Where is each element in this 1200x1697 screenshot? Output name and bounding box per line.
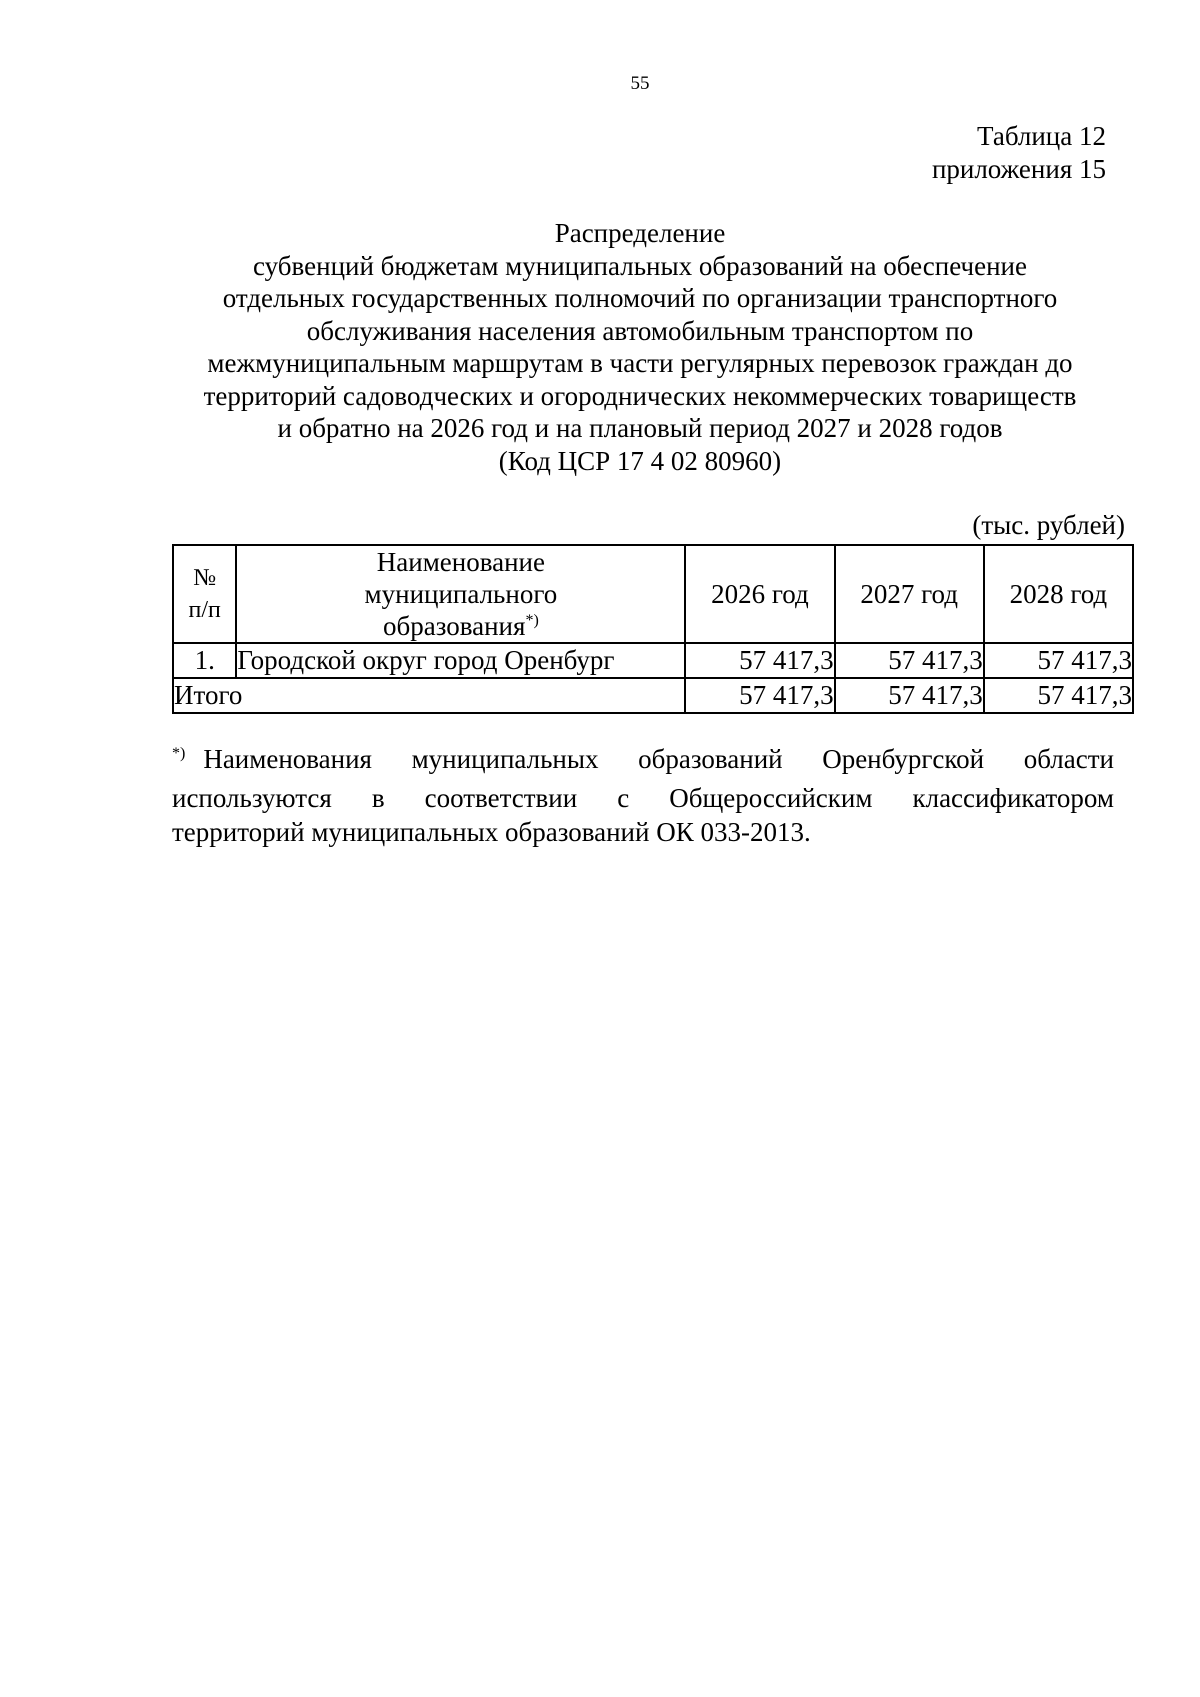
- unit-note: (тыс. рублей): [972, 510, 1125, 540]
- table-reference-number: Таблица 12: [977, 121, 1106, 151]
- footnote-word: с: [617, 783, 630, 813]
- footnote-word: используются: [172, 783, 332, 813]
- header-municipality-line-text: образования: [383, 611, 526, 641]
- row-number: 1.: [173, 643, 236, 678]
- footnote-word: Наименования: [203, 744, 372, 774]
- row-value-2028: 57 417,3: [984, 643, 1133, 678]
- title-line: субвенций бюджетам муниципальных образований на обеспечение: [253, 250, 1027, 281]
- footnote-word: Оренбургской: [822, 744, 985, 774]
- header-year-2027: 2027 год: [835, 545, 984, 643]
- title-line: и обратно на 2026 год и на плановый период 2027 и 2028 годов: [277, 413, 1003, 443]
- header-municipality-line: [237, 610, 684, 642]
- distribution-table: [172, 544, 1134, 714]
- footnote: [172, 742, 1114, 849]
- row-value-2027: 57 417,3: [835, 643, 984, 678]
- title-line: территорий садоводческих и огороднических некоммерческих товариществ: [203, 380, 1077, 411]
- header-number-abbr: п/п: [188, 597, 221, 623]
- footnote-word: образований: [638, 744, 783, 774]
- document-title: [140, 217, 1140, 477]
- header-municipality: [236, 545, 685, 643]
- title-line: отдельных государственных полномочий по организации транспортного: [222, 283, 1058, 313]
- footnote-word: соответствии: [424, 783, 578, 813]
- footnote-word: муниципальных: [411, 744, 599, 774]
- title-line: межмуниципальным маршрутам в части регулярных перевозок граждан до: [207, 348, 1073, 378]
- total-value-2027: 57 417,3: [835, 678, 984, 713]
- footnote-word: в: [371, 783, 385, 813]
- row-municipality-name: Городской округ город Оренбург: [236, 643, 685, 678]
- header-year-2028: 2028 год: [984, 545, 1133, 643]
- footnote-word: классификатором: [912, 783, 1114, 813]
- table-row: [173, 643, 1133, 678]
- table-reference: [932, 120, 1106, 186]
- total-value-2026: 57 417,3: [685, 678, 834, 713]
- page-number: 55: [630, 73, 650, 94]
- header-municipality-line: Наименование: [376, 547, 545, 577]
- title-code-line: (Код ЦСР 17 4 02 80960): [498, 445, 782, 476]
- footnote-line: территорий муниципальных образований ОК 033-2013.: [172, 817, 811, 847]
- footnote-reference-mark: *): [525, 612, 539, 629]
- title-heading: Распределение: [554, 218, 726, 248]
- footnote-first-word-group: [172, 742, 372, 781]
- footnote-line: [172, 742, 1114, 781]
- footnote-mark: *): [172, 745, 186, 762]
- footnote-word: Общероссийским: [669, 783, 873, 813]
- header-number: [173, 545, 236, 643]
- table-reference-appendix: приложения 15: [931, 154, 1106, 184]
- row-value-2026: 57 417,3: [685, 643, 834, 678]
- total-label: Итого: [173, 678, 685, 713]
- footnote-line: [172, 781, 1114, 815]
- title-line: обслуживания населения автомобильным транспортом по: [306, 315, 974, 346]
- header-municipality-line: муниципального: [364, 579, 558, 609]
- header-number-symbol: №: [193, 565, 217, 591]
- footnote-word: области: [1023, 744, 1114, 774]
- table-header-row: [173, 545, 1133, 643]
- total-value-2028: 57 417,3: [984, 678, 1133, 713]
- table-total-row: [173, 678, 1133, 713]
- header-year-2026: 2026 год: [685, 545, 834, 643]
